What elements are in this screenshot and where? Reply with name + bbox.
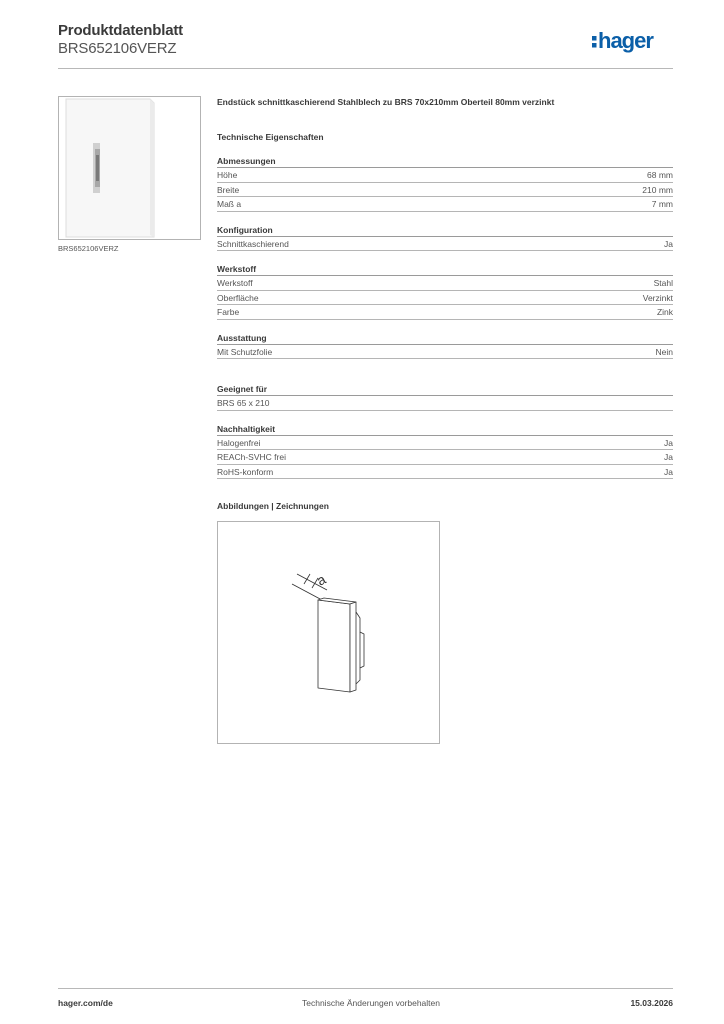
product-illustration <box>59 97 202 241</box>
hager-logo <box>591 28 677 54</box>
spec-row <box>217 183 673 198</box>
footer-website-link[interactable]: hager.com/de <box>58 998 113 1008</box>
spec-label: BRS 65 x 210 <box>217 398 270 408</box>
spec-label: Mit Schutzfolie <box>217 346 273 357</box>
drawings-heading: Abbildungen | Zeichnungen <box>217 501 329 511</box>
spec-label: Schnittkaschierend <box>217 238 289 249</box>
header-divider <box>58 68 673 69</box>
spec-label: REACh-SVHC frei <box>217 452 286 462</box>
dimension-label: a <box>313 570 329 589</box>
drawing-illustration <box>218 522 441 745</box>
footer-notice: Technische Änderungen vorbehalten <box>302 998 440 1008</box>
spec-row <box>217 305 673 320</box>
section-title: Werkstoff <box>217 263 673 276</box>
spec-label: Farbe <box>217 307 240 317</box>
spec-label: Höhe <box>217 170 238 180</box>
section-sustainability <box>217 423 673 480</box>
spec-row <box>217 197 673 212</box>
spec-row <box>217 396 673 411</box>
technical-properties-heading: Technische Eigenschaften <box>217 132 324 142</box>
section-title: Geeignet für <box>217 383 673 396</box>
logo-dot-bottom <box>592 43 597 48</box>
spec-value: Ja <box>664 466 673 477</box>
spec-row <box>217 450 673 465</box>
spec-value: 68 mm <box>647 170 673 180</box>
spec-label: Werkstoff <box>217 278 253 288</box>
spec-value: Stahl <box>653 278 673 288</box>
section-dimensions <box>217 155 673 212</box>
spec-value: 7 mm <box>651 199 673 209</box>
logo-dot-top <box>592 36 597 41</box>
page-title: Produktdatenblatt <box>58 22 183 39</box>
section-suitable-for <box>217 383 673 411</box>
spec-content <box>217 96 673 479</box>
spec-row <box>217 276 673 291</box>
spec-value: 210 mm <box>642 184 673 195</box>
spec-value: Zink <box>656 307 673 317</box>
section-material <box>217 263 673 320</box>
section-title: Nachhaltigkeit <box>217 423 673 436</box>
spec-value: Ja <box>664 437 673 448</box>
spec-row <box>217 436 673 451</box>
section-title: Abmessungen <box>217 155 673 168</box>
section-title: Konfiguration <box>217 224 673 237</box>
spec-value: Verzinkt <box>642 292 673 303</box>
spec-row <box>217 465 673 480</box>
spec-row <box>217 237 673 252</box>
spec-label: Breite <box>217 184 240 195</box>
article-number: BRS652106VERZ <box>58 40 177 57</box>
section-title: Ausstattung <box>217 332 673 345</box>
spec-label: Halogenfrei <box>217 437 261 448</box>
technical-drawing <box>217 521 440 744</box>
spec-label: Maß a <box>217 199 242 209</box>
section-configuration <box>217 224 673 252</box>
logo-text: hager <box>598 28 653 53</box>
product-image <box>58 96 201 240</box>
spec-value: Nein <box>655 346 673 357</box>
spec-row <box>217 168 673 183</box>
spec-label: Oberfläche <box>217 292 259 303</box>
spec-row <box>217 345 673 360</box>
footer-divider <box>58 988 673 989</box>
section-equipment <box>217 332 673 360</box>
product-description: Endstück schnittkaschierend Stahlblech zu BRS 70x210mm Oberteil 80mm verzinkt <box>217 97 555 107</box>
image-caption: BRS652106VERZ <box>58 244 119 253</box>
spec-value: Ja <box>664 238 673 249</box>
spec-label: RoHS-konform <box>217 466 274 477</box>
spec-row <box>217 291 673 306</box>
spec-value: Ja <box>664 452 673 462</box>
footer-date: 15.03.2026 <box>630 998 673 1008</box>
